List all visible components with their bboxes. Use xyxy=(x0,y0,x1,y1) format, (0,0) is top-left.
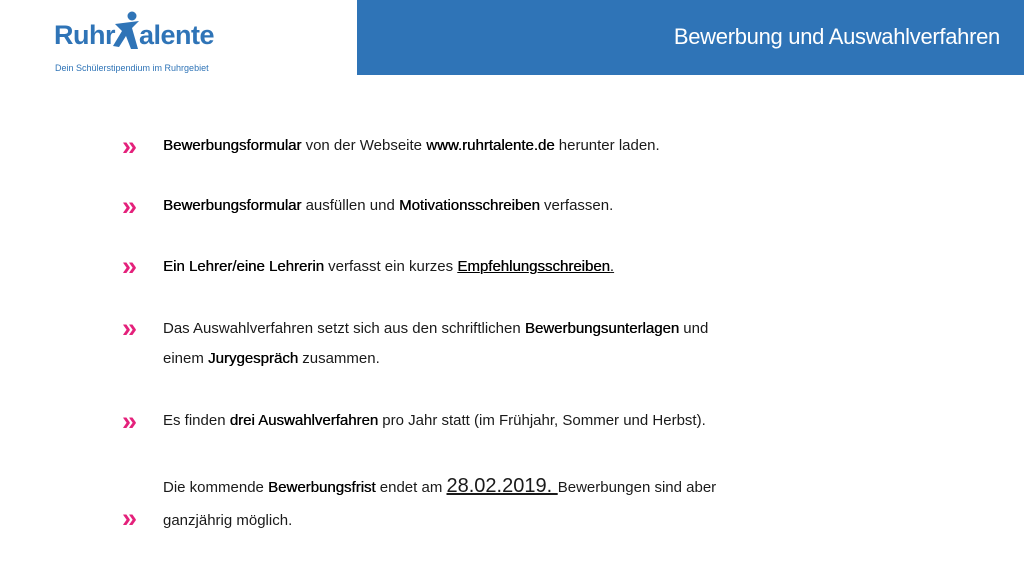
bold-term: Ein Lehrer/eine Lehrerin xyxy=(163,258,324,275)
text: und xyxy=(679,320,709,337)
logo-word-right: alente xyxy=(139,20,215,50)
star-figure-icon xyxy=(112,11,142,51)
text: herunter laden. xyxy=(554,137,660,154)
bold-term: Bewerbungsformular xyxy=(163,137,302,154)
bold-term: Bewerbungsunterlagen xyxy=(524,320,680,337)
text: Die kommende xyxy=(163,479,269,496)
bullet-icon: » xyxy=(122,313,138,343)
text: endet am xyxy=(375,479,447,496)
text: verfasst ein kurzes xyxy=(323,258,458,275)
list-item-continuation xyxy=(163,350,380,368)
page-title: Bewerbung und Auswahlverfahren xyxy=(673,24,1000,49)
bold-term: Bewerbungsformular xyxy=(163,197,302,214)
bold-term: Bewerbungsfrist xyxy=(268,479,376,496)
deadline-date: 28.02.2019. xyxy=(446,475,558,497)
bullet-icon: » xyxy=(122,503,138,533)
text: Es finden xyxy=(163,412,230,429)
text: Das Auswahlverfahren setzt sich aus den schriftlichen xyxy=(163,320,525,337)
list-item xyxy=(163,197,613,215)
bullet-icon: » xyxy=(122,131,138,161)
text: zusammen. xyxy=(298,350,380,367)
text: Bewerbungen sind aber xyxy=(557,479,717,496)
header-bar xyxy=(357,0,1024,75)
list-item xyxy=(163,477,716,497)
website-link[interactable]: www.ruhrtalente.de xyxy=(426,137,555,154)
list-item xyxy=(163,412,706,430)
list-item xyxy=(163,320,708,338)
list-item xyxy=(163,258,614,276)
logo-word-left: Ruhr xyxy=(54,20,115,50)
bold-term: Jurygespräch xyxy=(208,350,299,367)
text: ganzjährig möglich. xyxy=(163,512,293,529)
text: ausfüllen und xyxy=(301,197,399,214)
text: verfassen. xyxy=(539,197,614,214)
text: von der Webseite xyxy=(301,137,427,154)
text: pro Jahr statt (im Frühjahr, Sommer und Herbst). xyxy=(378,412,706,429)
logo-wordmark xyxy=(54,20,214,56)
list-item-continuation xyxy=(163,512,292,530)
list-item xyxy=(163,137,660,155)
bold-term: Motivationsschreiben xyxy=(398,197,540,214)
bullet-icon: » xyxy=(122,251,138,281)
bullet-icon: » xyxy=(122,191,138,221)
text: einem xyxy=(163,350,209,367)
bullet-icon: » xyxy=(122,406,138,436)
logo-tagline: Dein Schülerstipendium im Ruhrgebiet xyxy=(55,63,209,73)
text: . xyxy=(609,258,615,275)
bold-term: drei Auswahlverfahren xyxy=(229,412,379,429)
bold-term: Empfehlungsschreiben xyxy=(457,258,610,275)
logo xyxy=(0,0,357,75)
